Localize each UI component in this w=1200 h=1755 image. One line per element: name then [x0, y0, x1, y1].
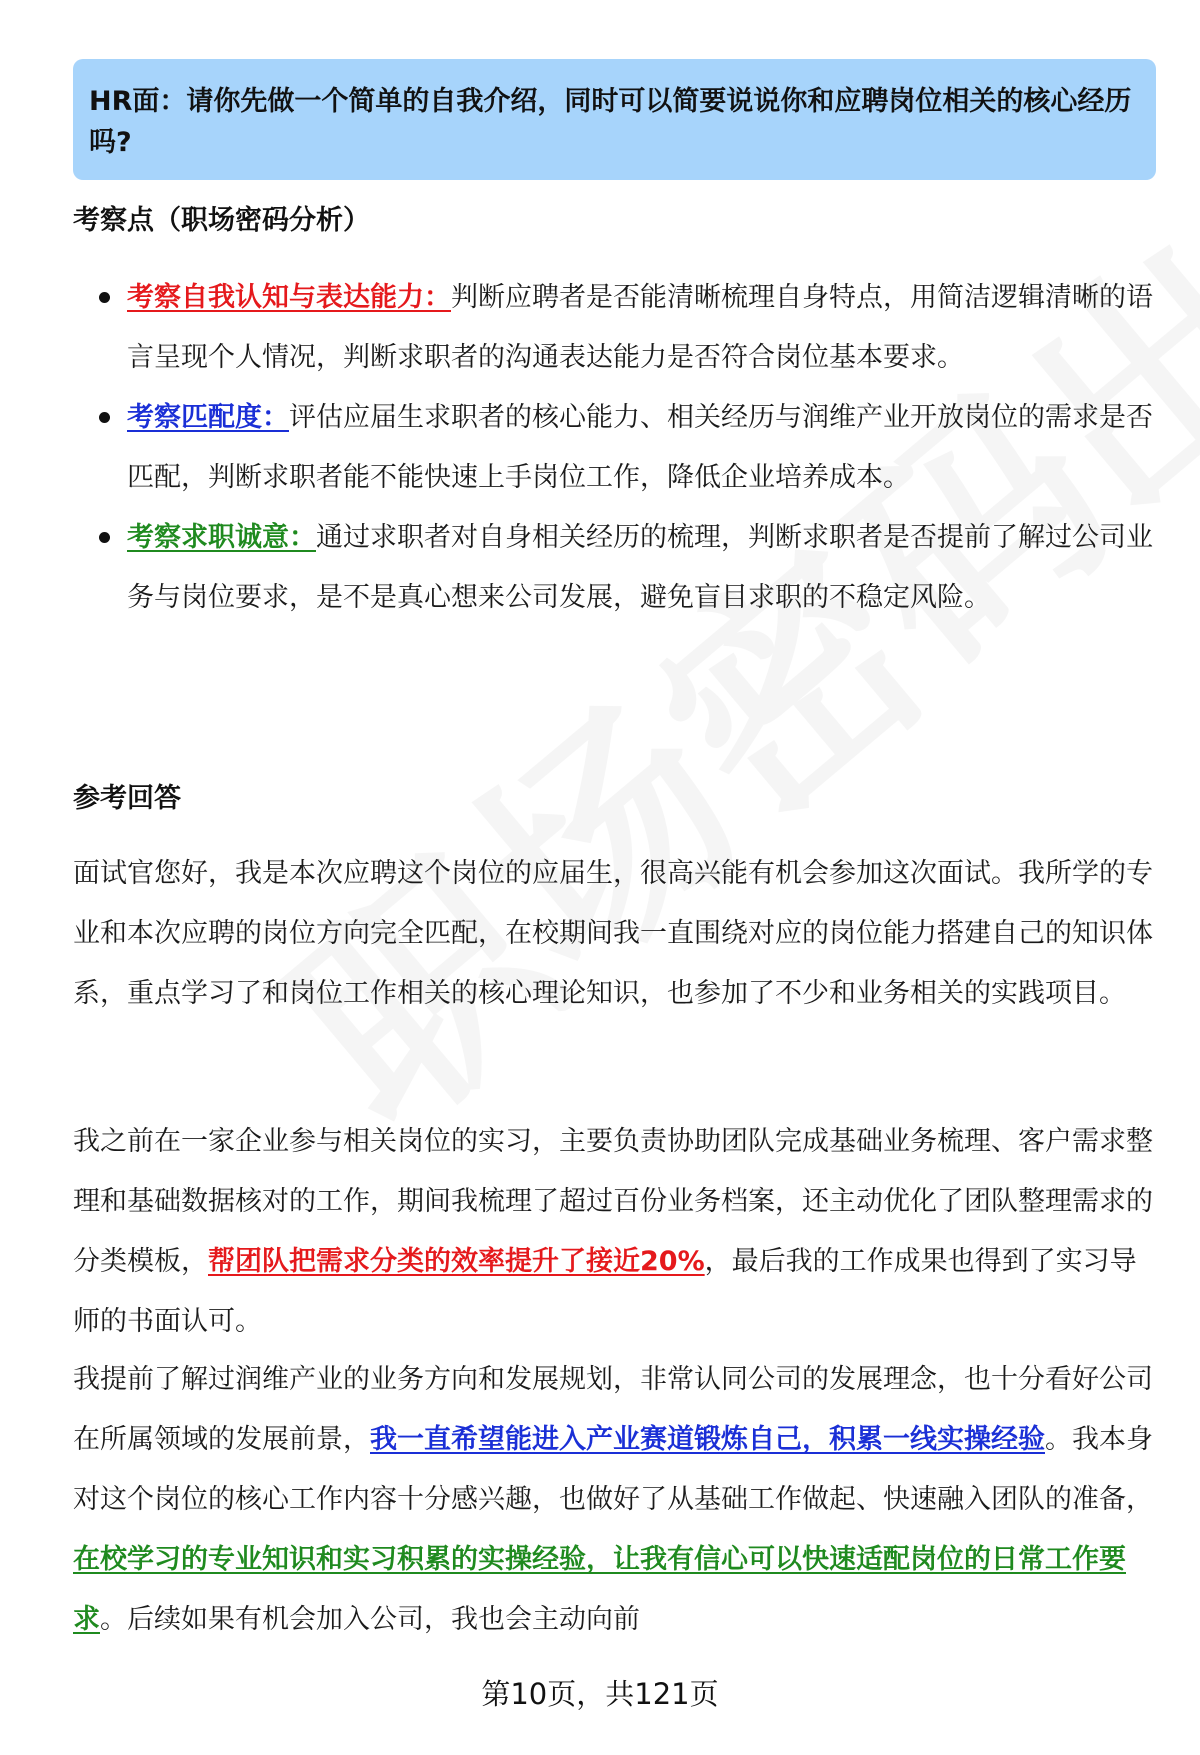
answer-title: 参考回答: [73, 783, 181, 814]
question-box: [73, 59, 1156, 180]
bullet-label: 考察求职诚意：: [127, 522, 316, 553]
answer-paragraph-1: 面试官您好，我是本次应聘这个岗位的应届生，很高兴能有机会参加这次面试。我所学的专业和本次应聘的岗位方向完全匹配，在校期间我一直围绕对应的岗位能力搭建自己的知识体系，重点学习了和岗位工作相关的核心理论知识，也参加了不少和业务相关的实践项目。: [73, 858, 1153, 1009]
paragraph-text: ，最后我的工作成果也得到了实习导师的书面认可。: [73, 1246, 1137, 1337]
bullet-label: 考察匹配度：: [127, 402, 289, 433]
highlight-confidence: 在校学习的专业知识和实习积累的实操经验，让我有信心可以快速适配岗位的日常工作要求: [73, 1544, 1126, 1635]
analysis-list: [73, 268, 1158, 628]
bullet-label: 考察自我认知与表达能力：: [127, 282, 451, 313]
highlight-career-goal: 我一直希望能进入产业赛道锻炼自己，积累一线实操经验: [370, 1424, 1045, 1455]
bullet-dot-icon: [99, 292, 110, 303]
bullet-text: 通过求职者对自身相关经历的梳理，判断求职者是否提前了解过公司业务与岗位要求，是不是真心想来公司发展，避免盲目求职的不稳定风险。: [127, 522, 1153, 613]
paragraph-text: 。我本身对这个岗位的核心工作内容十分感兴趣，也做好了从基础工作做起、快速融入团队的准备，: [73, 1424, 1153, 1515]
page-number: 第10页，共121页: [481, 1677, 719, 1711]
list-item: [73, 508, 1158, 628]
bullet-dot-icon: [99, 412, 110, 423]
paragraph-text: 我之前在一家企业参与相关岗位的实习，主要负责协助团队完成基础业务梳理、客户需求整理和基础数据核对的工作，期间我梳理了超过百份业务档案，还主动优化了团队整理需求的分类模板，: [73, 1126, 1153, 1277]
paragraph-text: 我提前了解过润维产业的业务方向和发展规划，非常认同公司的发展理念，也十分看好公司在所属领域的发展前景，: [73, 1364, 1153, 1455]
bullet-dot-icon: [99, 532, 110, 543]
analysis-title: 考察点（职场密码分析）: [73, 205, 370, 236]
list-item: [73, 268, 1158, 388]
bullet-text: 判断应聘者是否能清晰梳理自身特点，用简洁逻辑清晰的语言呈现个人情况，判断求职者的沟通表达能力是否符合岗位基本要求。: [127, 282, 1153, 373]
answer-paragraph-3: [73, 1350, 1158, 1650]
highlight-efficiency: 帮团队把需求分类的效率提升了接近20%: [208, 1246, 705, 1277]
list-item: [73, 388, 1158, 508]
question-text: HR面：请你先做一个简单的自我介绍，同时可以简要说说你和应聘岗位相关的核心经历吗?: [89, 86, 1132, 158]
answer-paragraph-2: [73, 1112, 1158, 1352]
paragraph-text: 。后续如果有机会加入公司，我也会主动向前: [100, 1604, 640, 1635]
bullet-text: 评估应届生求职者的核心能力、相关经历与润维产业开放岗位的需求是否匹配，判断求职者能不能快速上手岗位工作，降低企业培养成本。: [127, 402, 1153, 493]
